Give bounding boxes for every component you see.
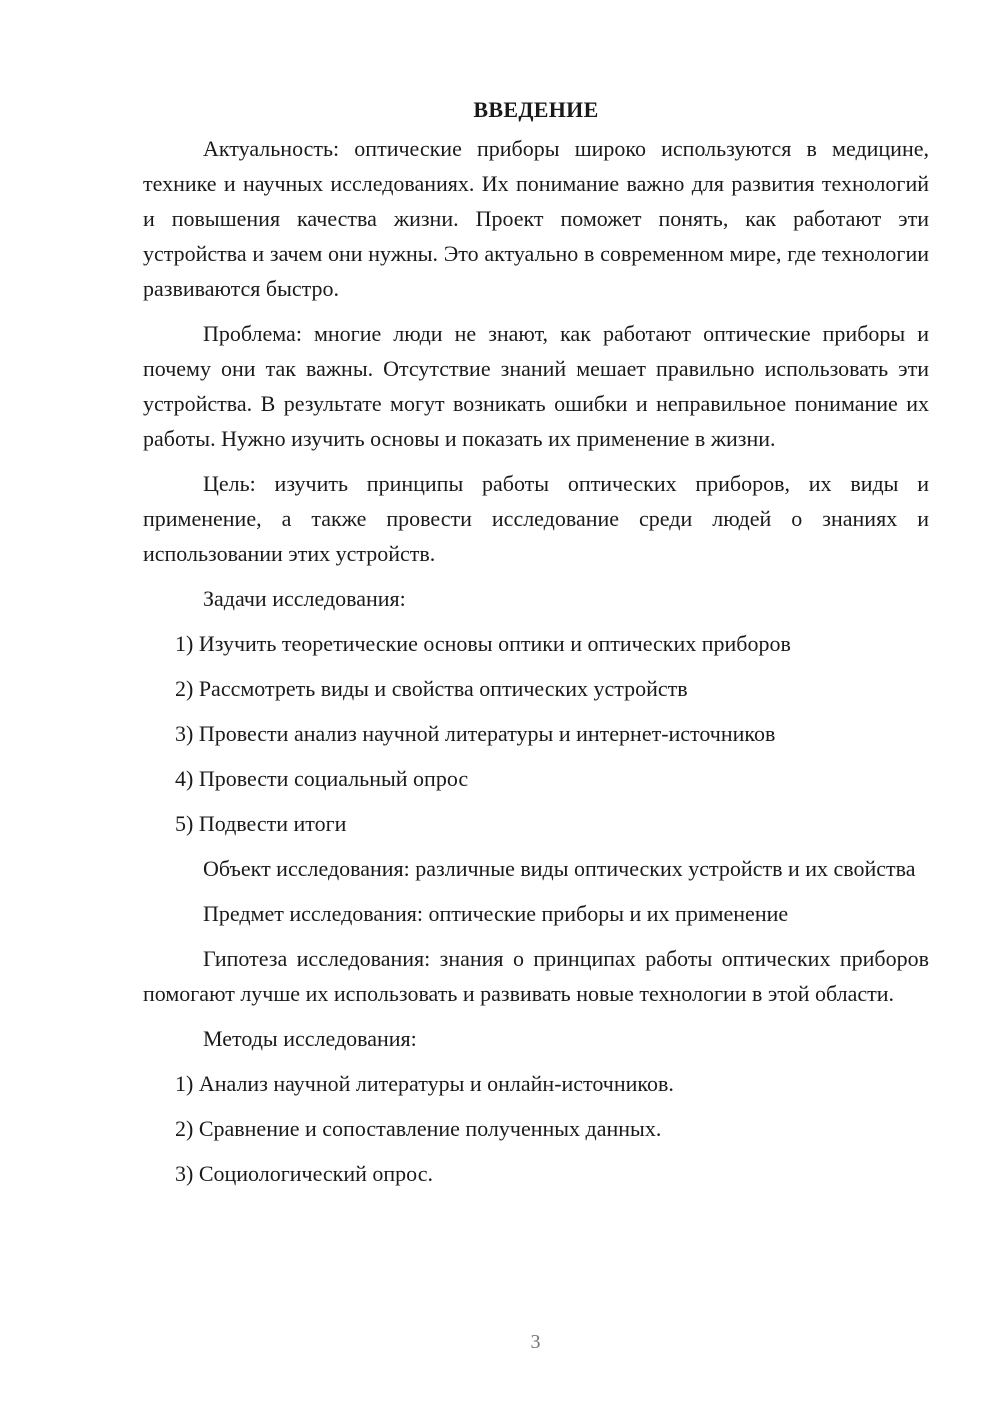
page-number: 3 [530,1331,541,1353]
list-item: 3) Провести анализ научной литературы и интернет-источников [175,721,776,746]
list-item: 4) Провести социальный опрос [175,766,469,791]
list-item: 2) Рассмотреть виды и свойства оптических устройств [175,676,688,701]
problem-paragraph: Проблема: многие люди не знают, как работают оптические приборы и почему они так важны. Отсутствие знаний мешает правильно использовать эти устройства. В результате могут возникать ошибки и неправильное понимание их работы. Нужно изучить основы и показать их применение в жизни. [143,321,929,451]
hypothesis-paragraph: Гипотеза исследования: знания о принципах работы оптических приборов помогают лучше их использовать и развивать новые технологии в этой области. [143,946,929,1006]
list-item: 3) Социологический опрос. [175,1161,433,1186]
object-paragraph: Объект исследования: различные виды оптических устройств и их свойства [203,856,916,881]
page-title: ВВЕДЕНИЕ [473,97,599,122]
methods-label: Методы исследования: [203,1026,417,1051]
list-item: 2) Сравнение и сопоставление полученных данных. [175,1116,662,1141]
tasks-label: Задачи исследования: [203,586,406,611]
page-content [143,92,929,1201]
list-item: 5) Подвести итоги [175,811,347,836]
methods-list [143,1066,929,1191]
tasks-list [143,626,929,841]
list-item: 1) Изучить теоретические основы оптики и оптических приборов [175,631,791,656]
list-item: 1) Анализ научной литературы и онлайн-источников. [175,1071,674,1096]
subject-paragraph: Предмет исследования: оптические приборы и их применение [203,901,789,926]
relevance-paragraph: Актуальность: оптические приборы широко используются в медицине, технике и научных исследованиях. Их понимание важно для развития технологий и повышения качества жизни. Проект поможет понять, как работают эти устройства и зачем они нужны. Это актуально в современном мире, где технологии развиваются быстро. [143,136,929,301]
goal-paragraph: Цель: изучить принципы работы оптических приборов, их виды и применение, а также провести исследование среди людей о знаниях и использовании этих устройств. [143,471,929,566]
